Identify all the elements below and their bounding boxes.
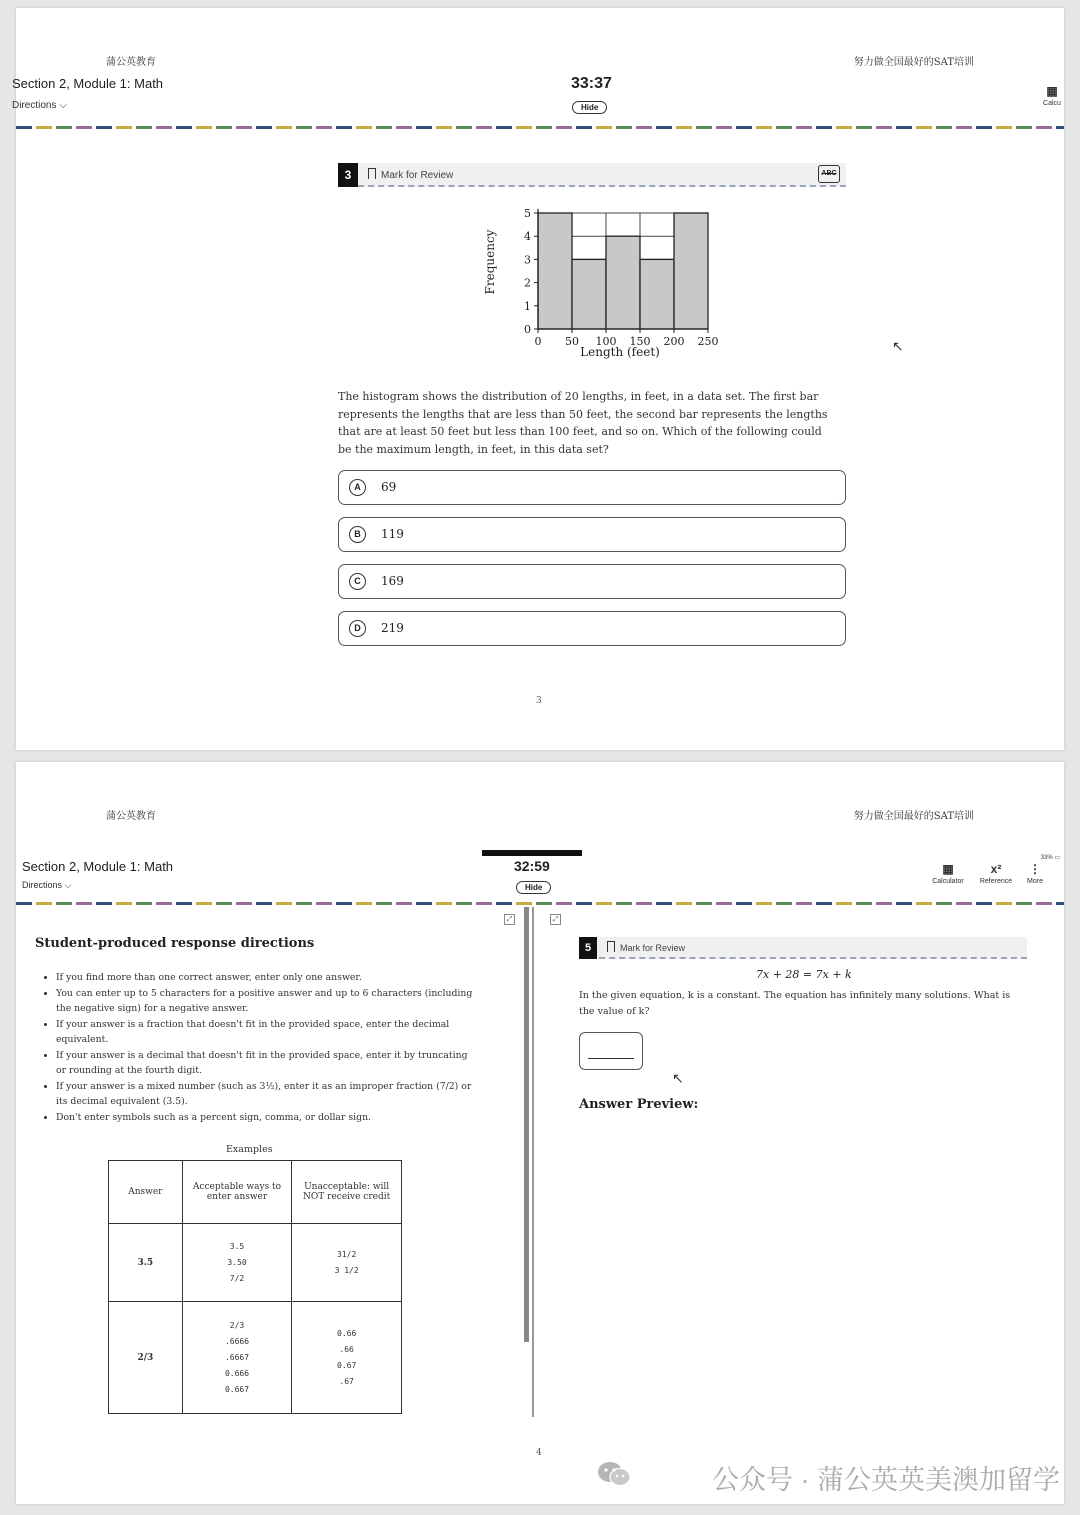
page-question-3 — [12, 8, 1064, 750]
mark-for-review-button[interactable] — [607, 941, 685, 953]
answer-preview-label: Answer Preview: — [579, 1097, 699, 1112]
table-cell-unacceptable — [292, 1302, 402, 1414]
directions-item: • If your answer is a fraction that doesn't fit in the provided space, enter the decimal equivalent. — [56, 1017, 476, 1048]
table-header-row — [109, 1161, 402, 1224]
histogram-bar — [572, 259, 606, 329]
directions-item: • If your answer is a mixed number (such as 3½), enter it as an improper fraction (7/2) or its decimal equivalent (3.5). — [56, 1079, 476, 1110]
answer-input[interactable] — [579, 1032, 643, 1070]
header-divider — [16, 902, 1064, 905]
directions-item: • If your answer is a decimal that doesn't fit in the provided space, enter it by truncating or rounding at the fourth digit. — [56, 1048, 476, 1079]
unacceptable-value: .67 — [339, 1376, 354, 1386]
choice-text: 119 — [381, 527, 404, 541]
question-header-bar — [579, 937, 1027, 959]
unacceptable-value: .66 — [339, 1344, 354, 1354]
unacceptable-value: 0.67 — [337, 1360, 357, 1370]
battery-percent: 33% — [1040, 855, 1053, 861]
answer-choice-b[interactable] — [338, 517, 846, 552]
unacceptable-value: 3 1/2 — [334, 1265, 359, 1275]
directions-toggle[interactable] — [12, 100, 67, 111]
chart-bars — [538, 213, 708, 329]
x-tick-label: 50 — [565, 335, 579, 348]
section-title: Section 2, Module 1: Math — [22, 859, 174, 874]
reference-label: Reference — [979, 878, 1013, 885]
examples-caption: Examples — [226, 1144, 273, 1155]
chevron-down-icon: ⌵ — [64, 880, 72, 890]
x-tick-label: 150 — [629, 335, 651, 348]
histogram-bar — [538, 213, 572, 329]
page-number: 3 — [536, 696, 542, 706]
answer-eliminator-icon[interactable]: ABC — [818, 165, 840, 183]
directions-title: Student-produced response directions — [35, 936, 315, 951]
mark-for-review-label: Mark for Review — [381, 170, 454, 181]
battery-icon: ▭ — [1054, 855, 1060, 861]
answer-underline — [588, 1058, 634, 1059]
answer-choice-d[interactable] — [338, 611, 846, 646]
page-header-right: 努力做全国最好的SAT培训 — [853, 57, 974, 68]
chart-y-ticks — [524, 207, 538, 336]
acceptable-value: .6666 — [224, 1336, 250, 1346]
table-row — [109, 1302, 402, 1414]
acceptable-value: 0.667 — [224, 1384, 250, 1394]
directions-item: • You can enter up to 5 characters for a positive answer and up to 6 characters (including the negative sign) for a negative answer. — [56, 986, 476, 1017]
x-tick-label: 100 — [595, 335, 617, 348]
timer: 32:59 — [514, 858, 550, 874]
calculator-icon: ▦ — [942, 862, 954, 876]
choice-letter: A — [349, 479, 366, 496]
footer-watermark: 公众号 · 蒲公英英美澳加留学 — [712, 1465, 1060, 1495]
histogram-bar — [674, 213, 708, 329]
question-text: The histogram shows the distribution of 20 lengths, in feet, in a data set. The first bar represents the lengths that are less than 50 feet, the second bar represents the lengths that are at least 50 feet but less than 100 feet, and so on. Which of the following could be the maximum length, in feet, in this data set? — [338, 390, 828, 456]
calculator-icon: ▦ — [1046, 84, 1058, 98]
table-header-cell: Answer — [109, 1161, 183, 1224]
unacceptable-value: 31/2 — [337, 1249, 357, 1259]
page-header-right: 努力做全国最好的SAT培训 — [853, 811, 974, 822]
table-cell-acceptable — [182, 1302, 292, 1414]
table-header-cell: Unacceptable: will NOT receive credit — [292, 1161, 402, 1224]
mark-for-review-button[interactable] — [368, 168, 453, 181]
section-title: Section 2, Module 1: Math — [12, 76, 164, 91]
page-header-left: 蒲公英教育 — [106, 811, 156, 822]
y-tick-label: 3 — [524, 253, 531, 267]
choice-letter: C — [349, 573, 366, 590]
histogram-bar — [640, 259, 674, 329]
mouse-cursor-icon: ↖ — [892, 338, 904, 354]
reference-tool-button[interactable] — [974, 862, 1018, 885]
y-tick-label: 0 — [524, 323, 531, 336]
directions-item: • Don't enter symbols such as a percent sign, comma, or dollar sign. — [56, 1110, 476, 1126]
chevron-down-icon: ⌵ — [59, 100, 67, 111]
x-tick-label: 200 — [663, 335, 685, 348]
page-question-5 — [16, 762, 1064, 1504]
more-tool-button[interactable] — [1018, 862, 1052, 885]
histogram-bar — [606, 236, 640, 329]
mark-for-review-label: Mark for Review — [620, 943, 686, 953]
calculator-tool-button[interactable] — [926, 862, 970, 885]
examples-table — [108, 1160, 402, 1414]
answer-choice-a[interactable] — [338, 470, 846, 505]
mouse-cursor-icon: ↖ — [672, 1070, 684, 1086]
unacceptable-value: 0.66 — [337, 1328, 357, 1338]
choice-letter: D — [349, 620, 366, 637]
expand-right-pane-icon[interactable]: ⤢ — [550, 914, 561, 925]
table-cell-answer: 2/3 — [109, 1302, 183, 1414]
table-cell-acceptable — [182, 1224, 292, 1302]
more-icon: ⋮ — [1029, 862, 1041, 876]
question-number: 5 — [579, 937, 597, 959]
acceptable-value: 3.5 — [229, 1241, 245, 1251]
timer: 33:37 — [571, 75, 612, 92]
table-cell-unacceptable — [292, 1224, 402, 1302]
y-tick-label: 1 — [524, 299, 531, 313]
table-row — [109, 1224, 402, 1302]
reference-icon: x² — [990, 862, 1002, 876]
battery-indicator — [1041, 854, 1060, 861]
answer-choice-c[interactable] — [338, 564, 846, 599]
acceptable-value: .6667 — [224, 1352, 250, 1362]
calculator-label: Calculator — [932, 878, 964, 885]
bookmark-icon — [607, 941, 615, 952]
directions-label: Directions — [12, 100, 57, 111]
question-header-bar — [338, 163, 846, 187]
histogram-chart — [476, 194, 719, 370]
choice-text: 219 — [381, 621, 404, 635]
calculator-label: Calcu — [1043, 100, 1061, 107]
directions-label: Directions — [22, 880, 63, 890]
expand-left-pane-icon[interactable]: ⤢ — [504, 914, 515, 925]
directions-list — [56, 970, 476, 1125]
choice-text: 169 — [381, 574, 404, 588]
x-tick-label: 250 — [697, 335, 719, 348]
pane-divider — [532, 907, 534, 1417]
acceptable-value: 3.50 — [227, 1257, 247, 1267]
acceptable-value: 2/3 — [229, 1320, 245, 1330]
header-divider — [16, 126, 1064, 129]
page-number: 4 — [536, 1448, 542, 1458]
choice-letter: B — [349, 526, 366, 543]
acceptable-value: 7/2 — [229, 1273, 245, 1283]
chart-y-axis-label: Frequency — [483, 229, 497, 295]
page-header-left: 蒲公英教育 — [106, 57, 156, 68]
question-text: In the given equation, k is a constant. The equation has infinitely many solutions. What is the value of k? — [579, 990, 1011, 1017]
directions-item: • If you find more than one correct answer, enter only one answer. — [56, 970, 476, 986]
y-tick-label: 4 — [524, 230, 531, 244]
table-cell-answer: 3.5 — [109, 1224, 183, 1302]
bookmark-icon — [368, 168, 376, 179]
directions-toggle[interactable] — [22, 880, 71, 891]
more-label: More — [1027, 878, 1043, 885]
acceptable-value: 0.666 — [224, 1368, 250, 1378]
wechat-icon — [596, 1460, 632, 1488]
timer-progress-bar — [482, 850, 582, 856]
y-tick-label: 5 — [524, 207, 531, 220]
hide-timer-button[interactable]: Hide — [572, 101, 607, 114]
table-header-cell: Acceptable ways to enter answer — [182, 1161, 292, 1224]
question-number: 3 — [338, 163, 358, 187]
chart-x-axis-label: Length (feet) — [580, 345, 660, 359]
equation: 7x + 28 = 7x + k — [756, 968, 852, 981]
pane-resize-handle[interactable] — [524, 907, 529, 1342]
calculator-tool-button[interactable] — [1040, 84, 1064, 107]
x-tick-label: 0 — [534, 335, 542, 348]
y-tick-label: 2 — [524, 276, 531, 290]
choice-text: 69 — [381, 480, 397, 494]
hide-timer-button[interactable]: Hide — [516, 881, 551, 894]
